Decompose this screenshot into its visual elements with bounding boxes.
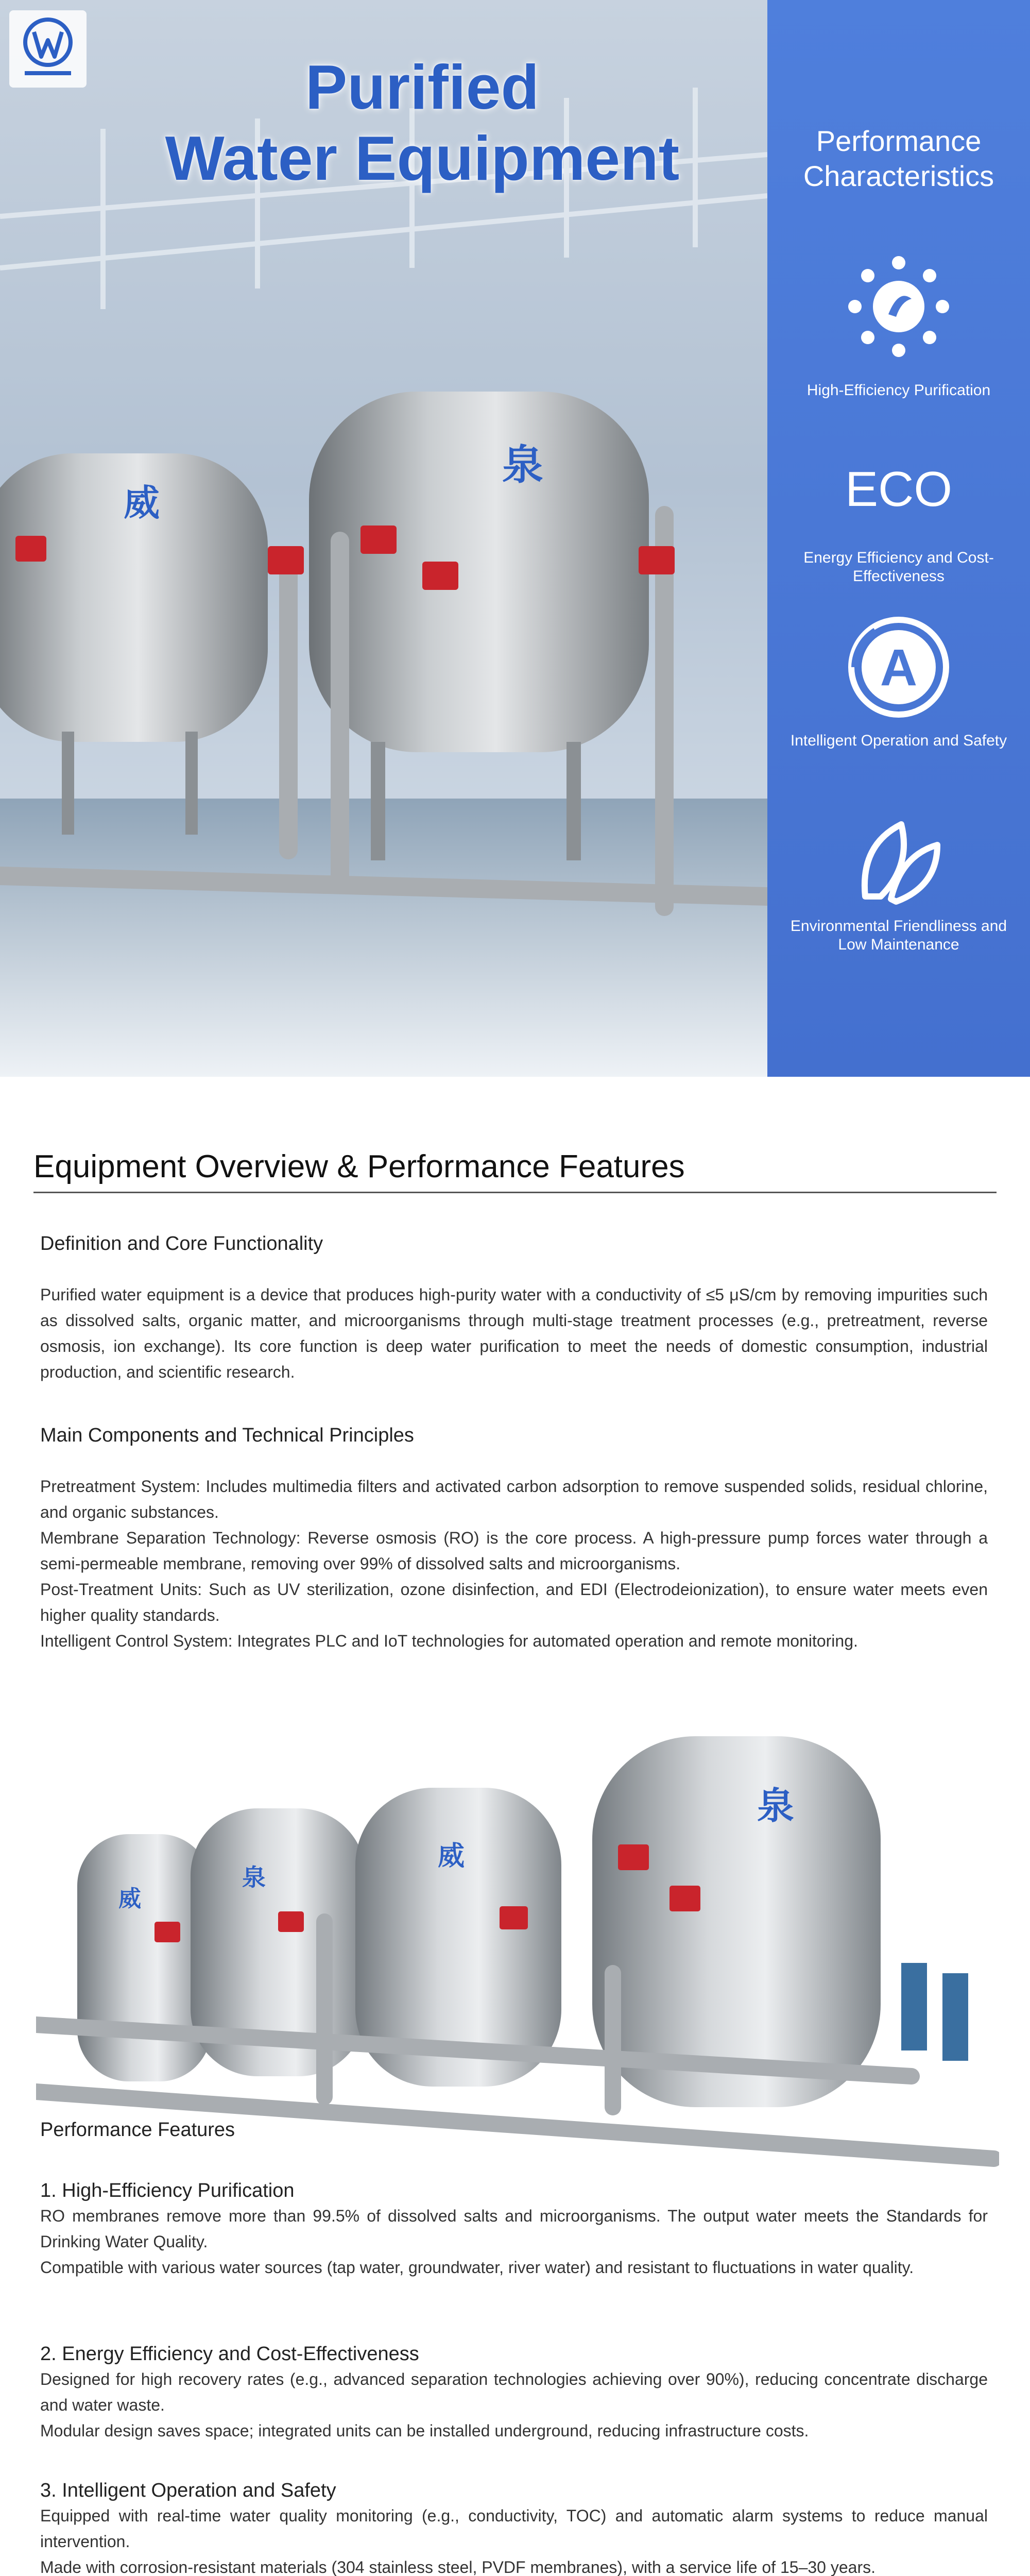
hero-banner xyxy=(0,0,1030,1077)
performance-title: Performance Features xyxy=(40,2119,235,2141)
performance-heading: 3. Intelligent Operation and Safety xyxy=(40,2480,336,2501)
automation-a-glyph: A xyxy=(880,639,918,697)
performance-item-3 xyxy=(40,2478,988,2576)
feature-label-3: Intelligent Operation and Safety xyxy=(790,732,1007,749)
performance-line: Compatible with various water sources (tap water, groundwater, river water) and resistant to fluctuations in water quality. xyxy=(40,2258,914,2277)
panel-title: Performance Characteristics xyxy=(803,125,994,192)
tank-char-c: 威 xyxy=(438,1841,465,1872)
tank-char-b: 泉 xyxy=(242,1863,266,1891)
sparkle-ring-icon xyxy=(845,252,953,361)
overview-rule xyxy=(33,1192,997,1193)
component-item: Pretreatment System: Includes multimedia filters and activated carbon adsorption to remove suspended solids, residual chlorine, and organic substances. xyxy=(40,1477,988,1521)
leaf-icon xyxy=(845,804,953,912)
hero-title xyxy=(113,52,731,194)
performance-line: Made with corrosion-resistant materials (304 stainless steel, PVDF membranes), with a service life of 15–30 years. xyxy=(40,2558,876,2576)
component-item: Intelligent Control System: Integrates PLC and IoT technologies for automated operation and remote monitoring. xyxy=(40,1632,858,1650)
component-item: Membrane Separation Technology: Reverse osmosis (RO) is the core process. A high-pressure pump forces water through a semi-permeable membrane, removing over 99% of dissolved salts and microorganisms. xyxy=(40,1529,988,1573)
feature-label-1: High-Efficiency Purification xyxy=(806,382,991,399)
performance-line: Designed for high recovery rates (e.g., advanced separation technologies achieving over 90%), reducing concentrate discharge and water waste. xyxy=(40,2370,988,2414)
tank-char-1: 威 xyxy=(124,482,160,524)
performance-line: RO membranes remove more than 99.5% of dissolved salts and microorganisms. The output water meets the Standards for Drinking Water Quality. xyxy=(40,2207,988,2251)
tank-char-a: 威 xyxy=(118,1886,141,1912)
performance-heading: 1. High-Efficiency Purification xyxy=(40,2180,295,2201)
definition-title: Definition and Core Functionality xyxy=(40,1233,323,1255)
performance-item-1 xyxy=(40,2178,988,2280)
performance-line: Equipped with real-time water quality monitoring (e.g., conductivity, TOC) and automatic alarm systems to reduce manual intervention. xyxy=(40,2506,988,2551)
tank-char-2: 泉 xyxy=(502,441,543,489)
components-title: Main Components and Technical Principles xyxy=(40,1425,414,1446)
overview-title: Equipment Overview & Performance Features xyxy=(33,1149,685,1184)
definition-text: Purified water equipment is a device that produces high-purity water with a conductivity of ≤5 μS/cm by removing impurities such as dissolved salts, organic matter, and microorganisms through multi-stage treatment processes (e.g., pretreatment, reverse osmosis, ion exchange). Its core function is deep water purification to meet the needs of domestic consumption, industrial production, and scientific research. xyxy=(40,1285,988,1381)
feature-label-4: Environmental Friendliness and Low Maintenance xyxy=(790,918,1007,953)
tank-char-d: 泉 xyxy=(757,1784,795,1827)
performance-item-2 xyxy=(40,2342,988,2444)
automation-a-icon xyxy=(845,613,953,721)
performance-line: Modular design saves space; integrated units can be installed underground, reducing infrastructure costs. xyxy=(40,2421,809,2440)
performance-heading: 2. Energy Efficiency and Cost-Effectiveness xyxy=(40,2343,419,2365)
eco-icon: ECO xyxy=(845,462,953,517)
feature-label-2: Energy Efficiency and Cost-Effectiveness xyxy=(803,549,994,585)
components-list xyxy=(40,1473,988,1654)
component-item: Post-Treatment Units: Such as UV sterilization, ozone disinfection, and EDI (Electrodeionization), to ensure water meets even higher quality standards. xyxy=(40,1580,988,1624)
hero-title-line2: Water Equipment xyxy=(165,123,680,193)
hero-title-line1: Purified xyxy=(305,52,540,122)
brand-logo xyxy=(9,10,87,88)
